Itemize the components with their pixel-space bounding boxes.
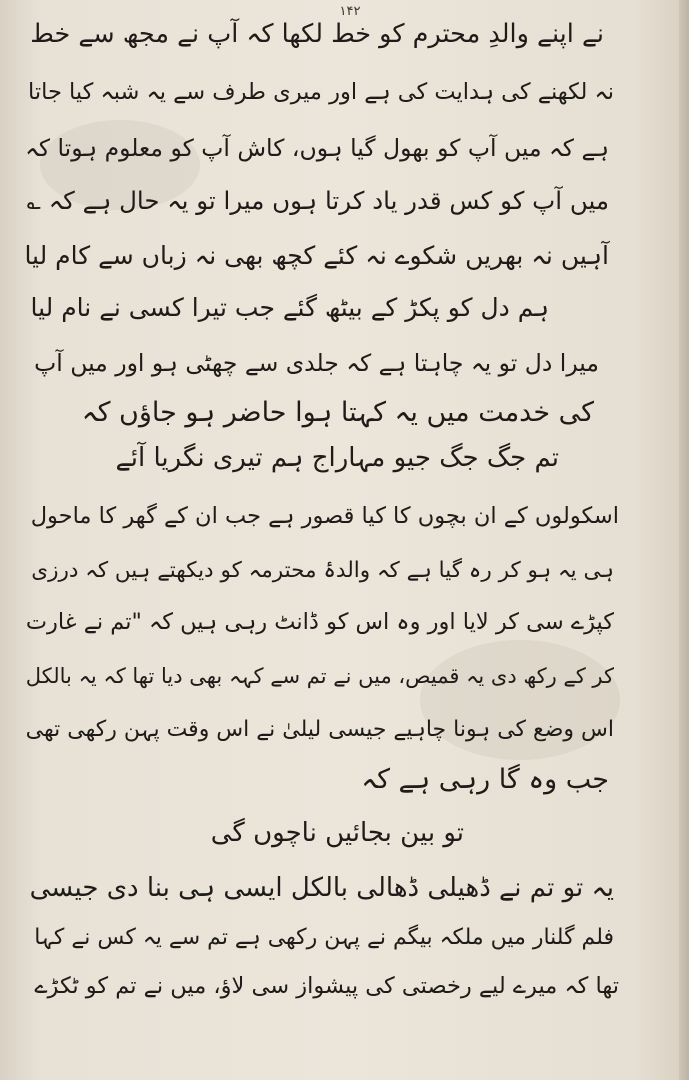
text-line: کی خدمت میں یہ کہتا ہوا حاضر ہو جاؤں کہ xyxy=(81,397,594,428)
verse-line: تو بین بجائیں ناچوں گی xyxy=(210,818,464,848)
text-line: میرا دل تو یہ چاہتا ہے کہ جلدی سے چھٹی ہو اور میں آپ xyxy=(34,349,599,377)
text-line: نے اپنے والدِ محترم کو خط لکھا کہ آپ نے مجھ سے خط xyxy=(30,19,604,49)
text-line: کر کے رکھ دی یہ قمیص، میں نے تم سے کہہ بھی دیا تھا کہ یہ بالکل xyxy=(25,664,614,688)
text-line: نہ لکھنے کی ہدایت کی ہے اور میری طرف سے یہ شبہ کیا جاتا xyxy=(28,79,614,105)
page-edge-shadow xyxy=(679,0,689,1080)
text-line: تھا کہ میرے لیے رخصتی کی پیشواز سی لاؤ، میں نے تم کو ٹکڑے xyxy=(34,973,619,999)
verse-line: ہم دل کو پکڑ کے بیٹھ گئے جب تیرا کسی نے نام لیا xyxy=(30,293,549,322)
text-line: اسکولوں کے ان بچوں کا کیا قصور ہے جب ان کے گھر کا ماحول xyxy=(30,503,619,529)
page-number: ۱۴۲ xyxy=(339,4,361,19)
text-line: فلم گلنار میں ملکہ بیگم نے پہن رکھی ہے تم سے یہ کس نے کہا xyxy=(34,925,614,950)
text-line: جب وہ گا رہی ہے کہ xyxy=(361,764,609,795)
verse-line: آہیں نہ بھریں شکوے نہ کئے کچھ بھی نہ زباں سے کام لیا xyxy=(24,241,609,270)
text-line: ہے کہ میں آپ کو بھول گیا ہوں، کاش آپ کو معلوم ہوتا کہ xyxy=(25,134,609,162)
text-line: یہ تو تم نے ڈھیلی ڈھالی بالکل ایسی ہی بنا دی جیسی xyxy=(29,873,614,903)
text-line: کپڑے سی کر لایا اور وہ اس کو ڈانٹ رہی ہیں کہ "تم نے غارت xyxy=(25,609,614,635)
text-line: اس وضع کی ہونا چاہیے جیسی لیلیٰ نے اس وقت پہن رکھی تھی xyxy=(25,717,614,742)
text-line: میں آپ کو کس قدر یاد کرتا ہوں میرا تو یہ حال ہے کہ ؎ xyxy=(26,186,609,215)
text-line: ہی یہ ہو کر رہ گیا ہے کہ والدۂ محترمہ کو دیکھتے ہیں کہ درزی xyxy=(31,558,614,583)
verse-line: تم جگ جگ جیو مہاراج ہم تیری نگریا آئے xyxy=(115,443,559,473)
